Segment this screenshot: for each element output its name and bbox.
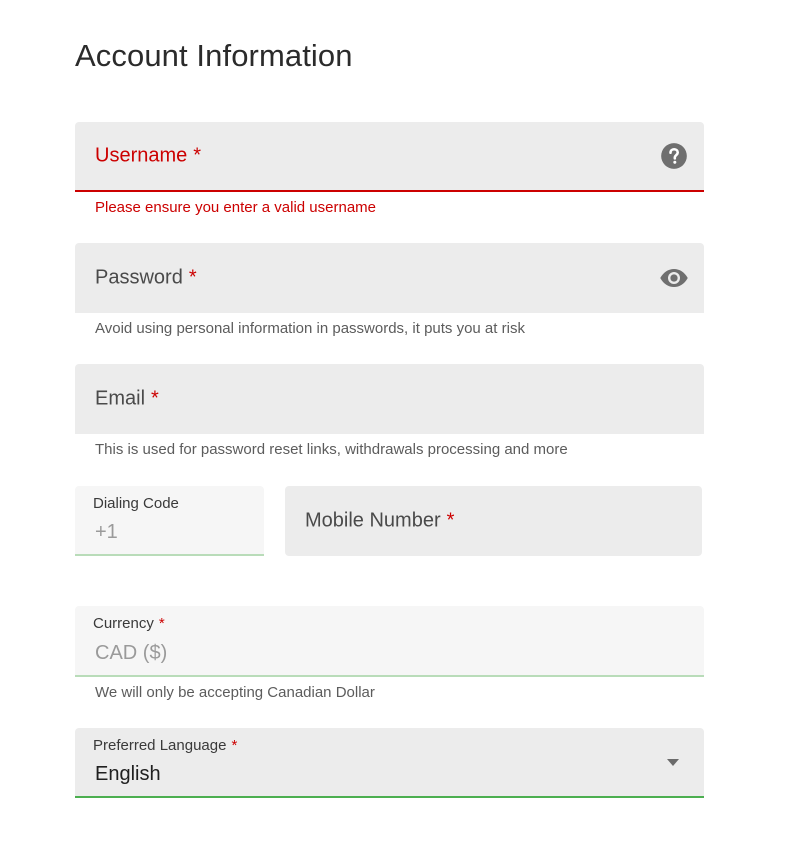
username-label: Username * [95, 144, 202, 167]
dialing-code-value: +1 [95, 521, 118, 543]
mobile-required-mark: * [446, 509, 455, 532]
password-helper: Avoid using personal information in passwords, it puts you at risk [95, 320, 525, 337]
email-label: Email * [95, 387, 159, 410]
currency-label: Currency * [93, 615, 165, 632]
dialing-code-label: Dialing Code [93, 495, 179, 512]
help-circle-icon[interactable] [660, 142, 688, 170]
dialing-code-field[interactable] [75, 486, 264, 556]
dropdown-arrow-icon[interactable] [667, 759, 679, 766]
username-field[interactable] [75, 122, 704, 192]
password-label: Password * [95, 266, 197, 289]
password-required-mark: * [188, 266, 197, 289]
currency-value: CAD ($) [95, 642, 168, 664]
currency-helper: We will only be accepting Canadian Dollar [95, 684, 375, 701]
username-required-mark: * [193, 144, 202, 167]
eye-icon[interactable] [659, 263, 689, 293]
password-field[interactable] [75, 243, 704, 313]
preferred-language-select[interactable] [75, 728, 704, 798]
mobile-number-field[interactable] [285, 486, 702, 556]
email-field[interactable] [75, 364, 704, 434]
currency-field[interactable] [75, 606, 704, 677]
email-helper: This is used for password reset links, withdrawals processing and more [95, 441, 568, 458]
email-required-mark: * [151, 387, 159, 410]
mobile-number-label: Mobile Number * [305, 509, 455, 532]
username-error: Please ensure you enter a valid username [95, 199, 377, 216]
page-title: Account Information [75, 38, 353, 73]
preferred-language-value: English [95, 763, 161, 785]
preferred-language-label: Preferred Language * [93, 737, 238, 754]
language-required-mark: * [231, 737, 238, 754]
currency-required-mark: * [158, 615, 165, 632]
